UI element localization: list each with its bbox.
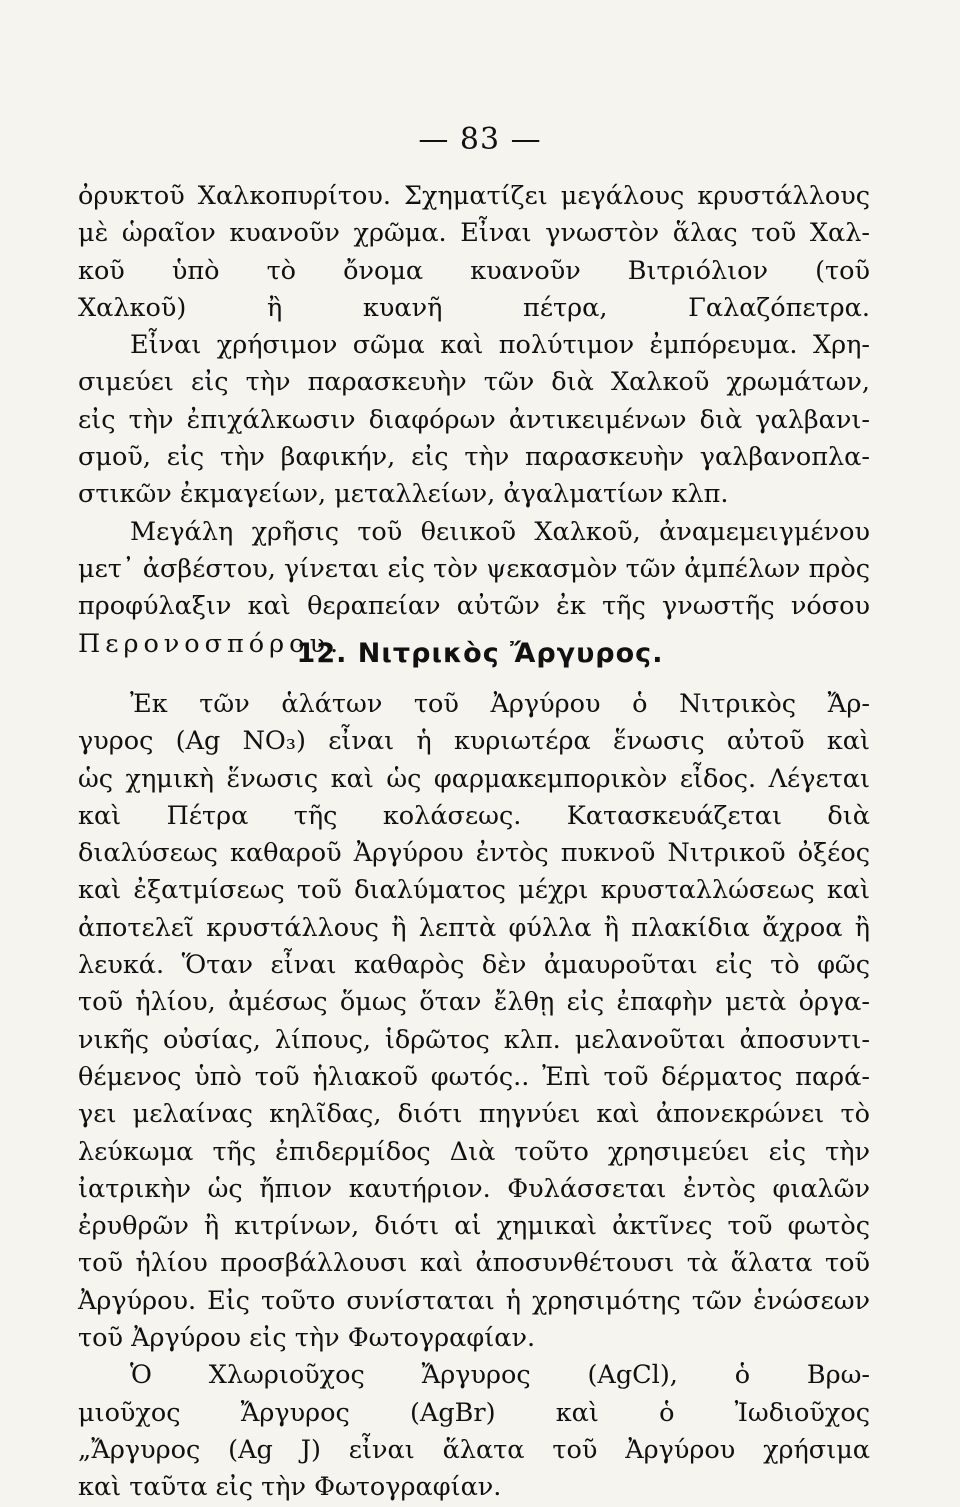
text-line: ἀποτελεῖ κρυστάλλους ἢ λεπτὰ φύλλα ἢ πλακίδια ἄχροα ἢ: [78, 912, 870, 943]
text-line: λεύκωμα τῆς ἐπιδερμίδος Διὰ τοῦτο χρησιμεύει εἰς τὴν: [78, 1136, 870, 1167]
text-line: γει μελαίνας κηλῖδας, διότι πηγνύει καὶ ἀπονεκρώνει τὸ: [78, 1099, 870, 1130]
text-line: εἰς τὴν ἐπιχάλκωσιν διαφόρων ἀντικειμένων διὰ γαλβανι-: [78, 404, 870, 435]
text-line: λευκά. Ὅταν εἶναι καθαρὸς δὲν ἀμαυροῦται εἰς τὸ φῶς: [78, 950, 870, 981]
text-line: καὶ ἐξατμίσεως τοῦ διαλύματος μέχρι κρυσταλλώσεως καὶ: [78, 875, 870, 906]
text-line: Ἐκ τῶν ἁλάτων τοῦ Ἀργύρου ὁ Νιτρικὸς Ἄρ-: [130, 689, 870, 719]
text-line: „Ἄργυρος (Ag J) εἶναι ἅλατα τοῦ Ἀργύρου χρήσιμα: [78, 1434, 870, 1465]
text-line: τοῦ ἡλίου, ἀμέσως ὅμως ὅταν ἔλθῃ εἰς ἐπαφὴν μετὰ ὀργα-: [78, 987, 870, 1018]
text-line: Χαλκοῦ) ἢ κυανῆ πέτρα, Γαλαζόπετρα.: [78, 292, 870, 323]
section-copper-text: [78, 178, 870, 663]
page-number: — 83 —: [418, 122, 542, 157]
text-line: σμοῦ, εἰς τὴν βαφικήν, εἰς τὴν παρασκευὴν γαλβανοπλα-: [78, 442, 870, 473]
text-line: ἐρυθρῶν ἢ κιτρίνων, διότι αἱ χημικαὶ ἀκτῖνες τοῦ φωτὸς: [78, 1211, 870, 1242]
text-line: τοῦ Ἀργύρου εἰς τὴν Φωτογραφίαν.: [78, 1323, 536, 1354]
text-line: μιοῦχος Ἄργυρος (AgBr) καὶ ὁ Ἰωδιοῦχος: [78, 1397, 870, 1428]
text-line: καὶ ταῦτα εἰς τὴν Φωτογραφίαν.: [78, 1472, 502, 1503]
text-line: στικῶν ἐκμαγείων, μεταλλείων, ἀγαλματίων κλπ.: [78, 479, 729, 510]
section-heading: 12. Νιτρικὸς Ἄργυρος.: [296, 638, 664, 669]
text-line: ἰατρικὴν ὡς ἤπιον καυτήριον. Φυλάσσεται ἐντὸς φιαλῶν: [78, 1173, 870, 1204]
text-line: μὲ ὡραῖον κυανοῦν χρῶμα. Εἶναι γνωστὸν ἅλας τοῦ Χαλ-: [78, 218, 870, 249]
text-line: σιμεύει εἰς τὴν παρασκευὴν τῶν διὰ Χαλκοῦ χρωμάτων,: [78, 367, 870, 398]
text-line: κοῦ ὑπὸ τὸ ὄνομα κυανοῦν Βιτριόλιον (τοῦ: [78, 255, 870, 286]
text-line: ὀρυκτοῦ Χαλκοπυρίτου. Σχηματίζει μεγάλους κρυστάλλους: [78, 181, 870, 211]
text-line: τοῦ ἡλίου προσβάλλουσι καὶ ἀποσυνθέτουσι τὰ ἅλατα τοῦ: [78, 1248, 870, 1279]
text-line: Μεγάλη χρῆσις τοῦ θειικοῦ Χαλκοῦ, ἀναμεμειγμένου: [130, 516, 870, 547]
text-line: Εἶναι χρήσιμον σῶμα καὶ πολύτιμον ἐμπόρευμα. Χρη-: [130, 330, 870, 361]
text-line: θέμενος ὑπὸ τοῦ ἡλιακοῦ φωτός.. Ἐπὶ τοῦ δέρματος παρά-: [78, 1061, 870, 1092]
text-line: καὶ Πέτρα τῆς κολάσεως. Κατασκευάζεται διὰ: [78, 800, 870, 831]
text-line: προφύλαξιν καὶ θεραπείαν αὐτῶν ἐκ τῆς γνωστῆς νόσου: [78, 591, 870, 622]
section-silver-nitrate-text: [78, 686, 870, 1507]
text-line: Περονοσπόρου.: [78, 628, 344, 659]
text-line: μετ᾽ ἀσβέστου, γίνεται εἰς τὸν ψεκασμὸν τῶν ἀμπέλων πρὸς: [78, 553, 870, 584]
text-line: διαλύσεως καθαροῦ Ἀργύρου ἐντὸς πυκνοῦ Νιτρικοῦ ὀξέος: [78, 838, 870, 869]
text-line: ὡς χημικὴ ἕνωσις καὶ ὡς φαρμακεμπορικὸν εἶδος. Λέγεται: [78, 763, 870, 794]
text-line: γυρος (Ag NO₃) εἶναι ἡ κυριωτέρα ἕνωσις αὐτοῦ καὶ: [78, 726, 870, 757]
text-line: Ἀργύρου. Εἰς τοῦτο συνίσταται ἡ χρησιμότης τῶν ἑνώσεων: [78, 1285, 870, 1316]
text-line: Ὁ Χλωριοῦχος Ἄργυρος (AgCl), ὁ Βρω-: [130, 1360, 870, 1391]
text-line: νικῆς οὐσίας, λίπους, ἱδρῶτος κλπ. μελανοῦται ἀποσυντι-: [78, 1024, 870, 1055]
